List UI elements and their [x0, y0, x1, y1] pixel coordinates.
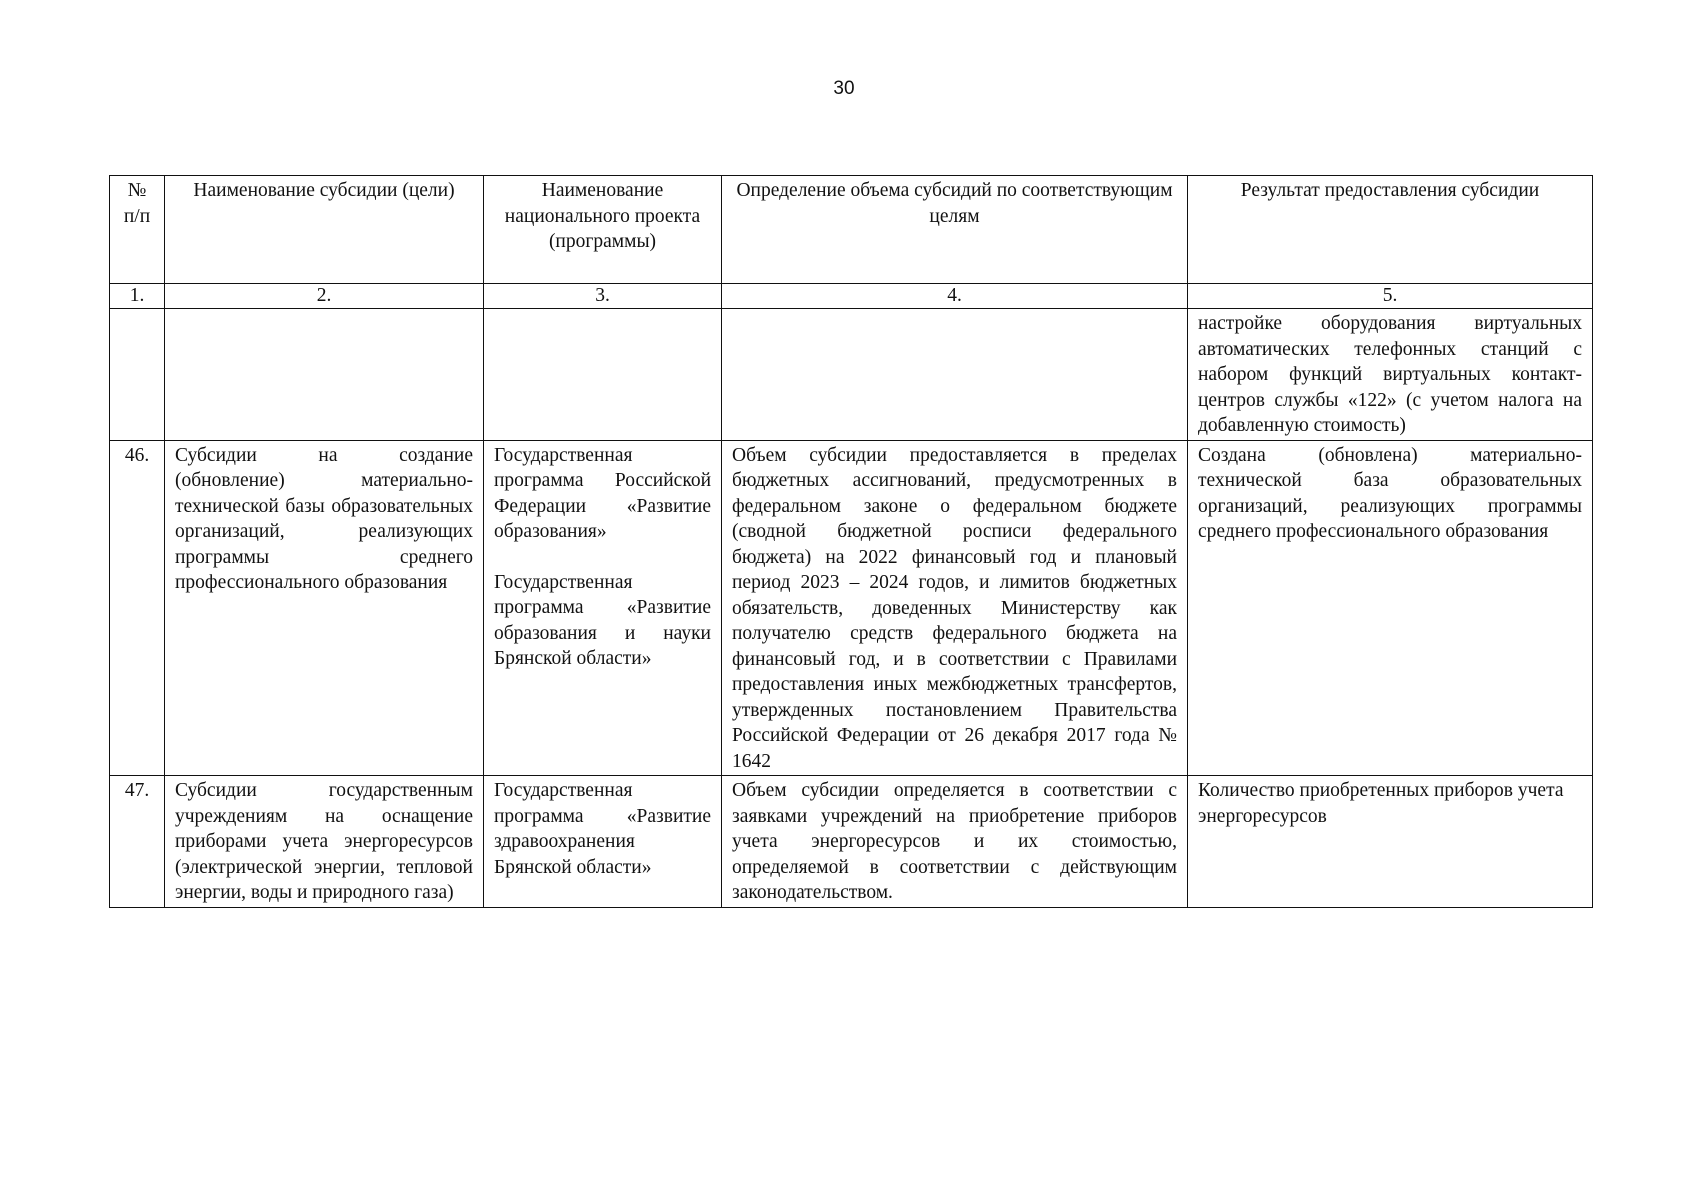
- row-volume: Объем субсидии определяется в соответствии с заявками учреждений на приобретение приборов учета энергоресурсов и их стоимостью, определяемой в соответствии с действующим законодательством.: [722, 776, 1188, 908]
- column-number-row: [110, 284, 1593, 309]
- row-subsidy-name: Субсидии государственным учреждениям на оснащение приборами учета энергоресурсов (электрической энергии, тепловой энергии, воды и природного газа): [165, 776, 484, 908]
- row-project: [484, 309, 722, 441]
- project-item: Государственная программа «Развитие образования и науки Брянской области»: [494, 571, 711, 669]
- column-number: 5.: [1188, 284, 1593, 309]
- subsidy-table: [109, 175, 1593, 908]
- column-number: 3.: [484, 284, 722, 309]
- row-num: [110, 309, 165, 441]
- row-num: 46.: [110, 440, 165, 776]
- column-number: 4.: [722, 284, 1188, 309]
- row-subsidy-name: [165, 309, 484, 441]
- column-number: 2.: [165, 284, 484, 309]
- project-item: Государственная программа «Развитие здравоохранения Брянской области»: [494, 780, 711, 878]
- project-item: Государственная программа Российской Федерации «Развитие образования»: [494, 444, 711, 542]
- table-row-46: [110, 440, 1593, 776]
- row-project: [484, 776, 722, 908]
- row-result: Создана (обновлена) материально-технической база образовательных организаций, реализующих программы среднего профессионального образования: [1188, 440, 1593, 776]
- row-subsidy-name: Субсидии на создание (обновление) материально-технической базы образовательных организаций, реализующих программы среднего профессионального образования: [165, 440, 484, 776]
- header-project-name: Наименование национального проекта (программы): [484, 176, 722, 284]
- row-result: Количество приобретенных приборов учета энергоресурсов: [1188, 776, 1593, 908]
- row-volume: Объем субсидии предоставляется в пределах бюджетных ассигнований, предусмотренных в федеральном законе о федеральном бюджете (сводной бюджетной росписи федерального бюджета) на 2022 финансовый год и плановый период 2023 – 2024 годов, и лимитов бюджетных обязательств, доведенных Министерству как получателю средств федерального бюджета на финансовый год, и в соответствии с Правилами предоставления иных межбюджетных трансфертов, утвержденных постановлением Правительства Российской Федерации от 26 декабря 2017 года № 1642: [722, 440, 1188, 776]
- row-volume: [722, 309, 1188, 441]
- column-number: 1.: [110, 284, 165, 309]
- header-volume-definition: Определение объема субсидий по соответствующим целям: [722, 176, 1188, 284]
- header-result: Результат предоставления субсидии: [1188, 176, 1593, 284]
- row-num: 47.: [110, 776, 165, 908]
- header-row: [110, 176, 1593, 284]
- table-row-continuation: [110, 309, 1593, 441]
- page-number: 30: [833, 78, 855, 99]
- row-result: настройке оборудования виртуальных автоматических телефонных станций с набором функций виртуальных контакт-центров службы «122» (с учетом налога на добавленную стоимость): [1188, 309, 1593, 441]
- table-row-47: [110, 776, 1593, 908]
- row-project: [484, 440, 722, 776]
- header-num: № п/п: [110, 176, 165, 284]
- header-subsidy-name: Наименование субсидии (цели): [165, 176, 484, 284]
